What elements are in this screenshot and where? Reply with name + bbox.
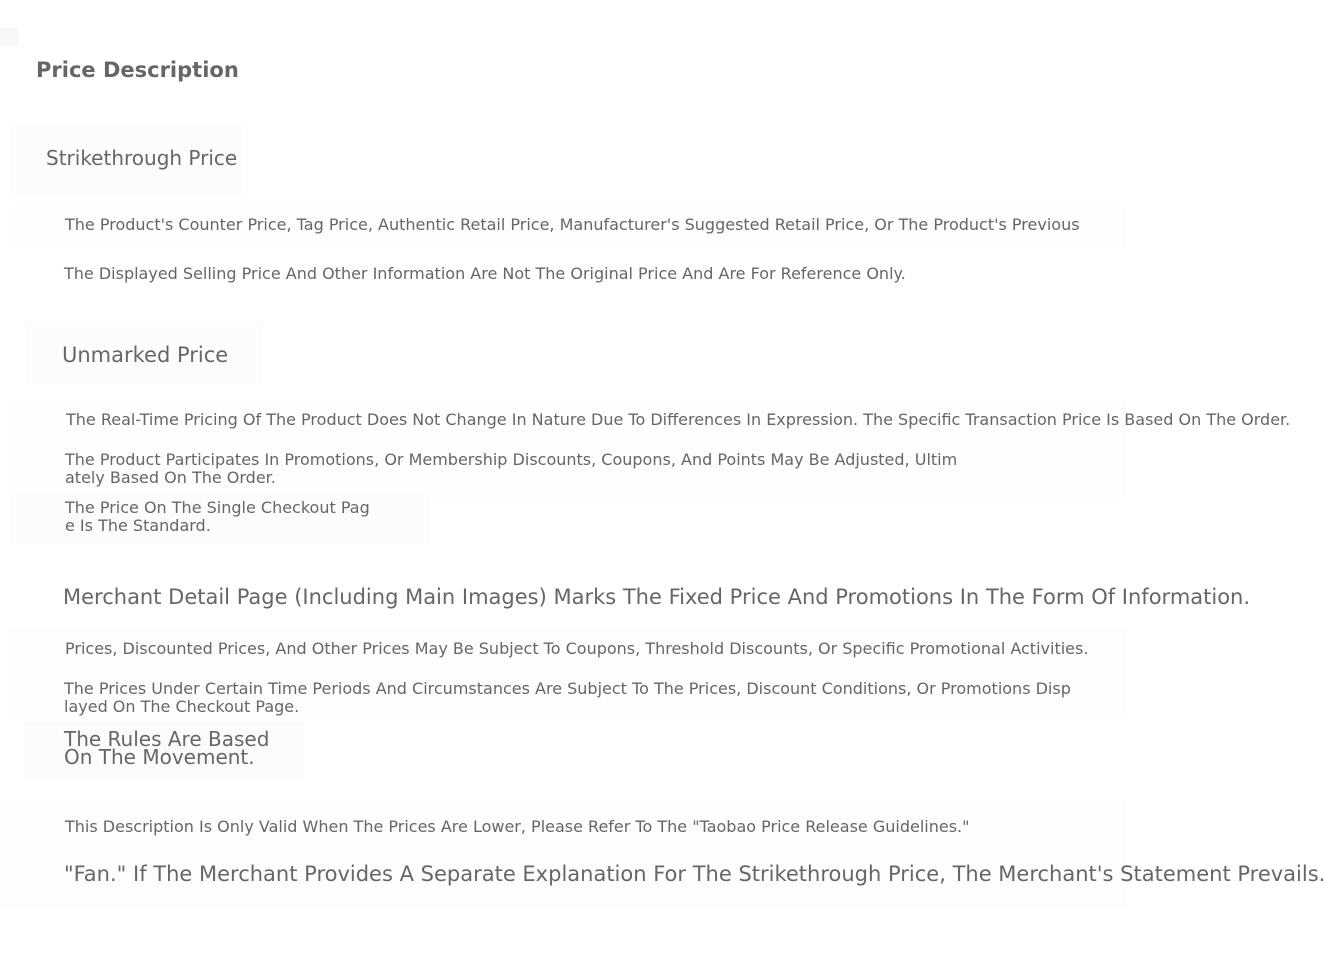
rules-based-heading-line-1: The Rules Are Based <box>64 727 270 751</box>
strikethrough-price-heading: Strikethrough Price <box>46 146 238 170</box>
page-title: Price Description <box>36 58 239 82</box>
final-description-line-2: "Fan." If The Merchant Provides A Separate Explanation For The Strikethrough Price, The Merchant's Statement Prevails. <box>64 862 1325 886</box>
checkout-page-line-2: e Is The Standard. <box>65 516 211 535</box>
checkout-page-line-1: The Price On The Single Checkout Pag <box>65 498 370 517</box>
final-description-line-1: This Description Is Only Valid When The Prices Are Lower, Please Refer To The "Taobao Price Release Guidelines." <box>65 817 970 836</box>
merchant-description-line-2b: layed On The Checkout Page. <box>64 697 300 716</box>
rules-based-heading-line-2: On The Movement. <box>64 745 255 769</box>
unmarked-price-heading: Unmarked Price <box>62 343 229 367</box>
unmarked-description-line-1: The Real-Time Pricing Of The Product Does Not Change In Nature Due To Differences In Expression. The Specific Transaction Price Is Based On The Order. <box>66 410 1291 429</box>
merchant-description-line-2a: The Prices Under Certain Time Periods And Circumstances Are Subject To The Prices, Discount Conditions, Or Promotions Disp <box>64 679 1071 698</box>
corner-fragment <box>0 28 18 46</box>
strikethrough-description-line-1: The Product's Counter Price, Tag Price, Authentic Retail Price, Manufacturer's Suggested Retail Price, Or The Product's Previous <box>65 215 1080 234</box>
merchant-description-line-1: Prices, Discounted Prices, And Other Prices May Be Subject To Coupons, Threshold Discounts, Or Specific Promotional Activities. <box>65 639 1089 658</box>
merchant-detail-page-heading: Merchant Detail Page (Including Main Images) Marks The Fixed Price And Promotions In The Form Of Information. <box>63 585 1251 609</box>
unmarked-description-line-2b: ately Based On The Order. <box>65 468 276 487</box>
strikethrough-description-line-2: The Displayed Selling Price And Other Information Are Not The Original Price And Are For Reference Only. <box>64 264 906 283</box>
unmarked-description-line-2a: The Product Participates In Promotions, Or Membership Discounts, Coupons, And Points May Be Adjusted, Ultim <box>65 450 958 469</box>
